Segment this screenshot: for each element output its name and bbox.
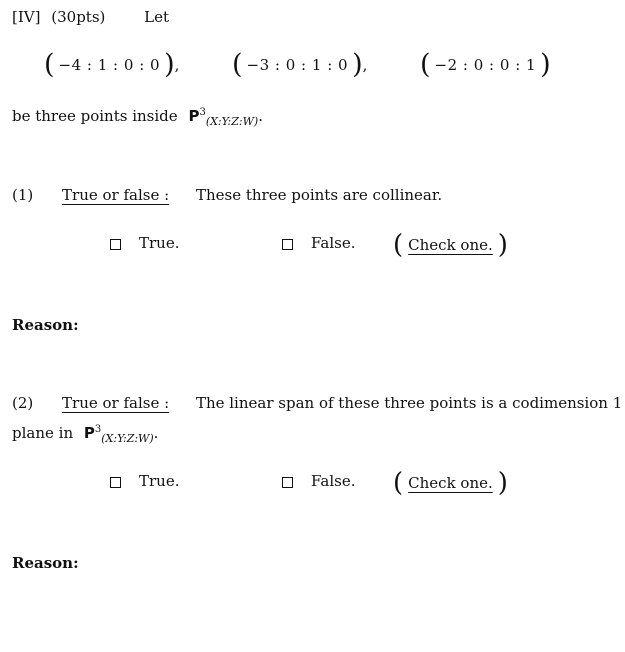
q2-false-label: False. bbox=[311, 472, 356, 490]
q1-false-option[interactable] bbox=[282, 234, 355, 252]
problem-points: (30pts) bbox=[51, 8, 106, 26]
q1-number: (1) bbox=[12, 186, 34, 204]
q1-reason-label: Reason: bbox=[12, 316, 79, 334]
q2-projective-exponent: 3 bbox=[94, 424, 102, 435]
q2-line bbox=[12, 394, 622, 412]
q2-statement: The linear span of these three points is a codimension 1 bbox=[195, 394, 623, 412]
q1-line bbox=[12, 186, 442, 204]
q1-check-one-label: Check one. bbox=[408, 236, 493, 254]
q2-true-label: True. bbox=[139, 472, 180, 490]
q1-check-one: ( Check one. ) bbox=[393, 230, 508, 260]
projective-subscript: (X:Y:Z:W) bbox=[205, 115, 259, 128]
problem-lead: Let bbox=[144, 8, 170, 26]
q1-statement: These three points are collinear. bbox=[195, 186, 443, 204]
point-2-coords: −3 : 0 : 1 : 0 bbox=[246, 56, 349, 74]
q2-true-option[interactable] bbox=[110, 472, 179, 490]
point-1: ( −4 : 1 : 0 : 0 ), bbox=[44, 49, 180, 80]
q2-line-cont bbox=[12, 424, 158, 445]
q1-true-false-label: True or false : bbox=[62, 186, 170, 204]
q2-check-one: ( Check one. ) bbox=[393, 468, 508, 498]
q1-true-option[interactable] bbox=[110, 234, 179, 252]
projective-space-symbol: P bbox=[188, 107, 200, 125]
q2-check-one-label: Check one. bbox=[408, 474, 493, 492]
q1-true-checkbox[interactable] bbox=[110, 239, 121, 250]
q2-false-option[interactable] bbox=[282, 472, 355, 490]
intro-text: be three points inside bbox=[12, 107, 178, 125]
q2-reason-label: Reason: bbox=[12, 554, 79, 572]
q2-statement-cont: plane in bbox=[12, 424, 74, 442]
q2-number: (2) bbox=[12, 394, 34, 412]
q1-false-label: False. bbox=[311, 234, 356, 252]
q1-true-label: True. bbox=[139, 234, 180, 252]
q2-projective-space-symbol: P bbox=[83, 424, 95, 442]
point-3-coords: −2 : 0 : 0 : 1 bbox=[434, 56, 537, 74]
problem-number: [IV] bbox=[12, 8, 41, 26]
q2-true-false-label: True or false : bbox=[62, 394, 170, 412]
point-3: ( −2 : 0 : 0 : 1 ) bbox=[420, 49, 551, 80]
point-2: ( −3 : 0 : 1 : 0 ), bbox=[232, 49, 368, 80]
q2-end: . bbox=[153, 424, 159, 442]
q2-projective-subscript: (X:Y:Z:W) bbox=[101, 432, 154, 445]
point-1-coords: −4 : 1 : 0 : 0 bbox=[58, 56, 161, 74]
q2-false-checkbox[interactable] bbox=[282, 477, 293, 488]
problem-header bbox=[12, 8, 169, 26]
intro-line bbox=[12, 107, 263, 128]
q1-false-checkbox[interactable] bbox=[282, 239, 293, 250]
q2-true-checkbox[interactable] bbox=[110, 477, 121, 488]
intro-end: . bbox=[258, 107, 263, 125]
point-1-comma: , bbox=[174, 56, 180, 74]
projective-exponent: 3 bbox=[199, 107, 206, 118]
point-2-comma: , bbox=[362, 56, 368, 74]
